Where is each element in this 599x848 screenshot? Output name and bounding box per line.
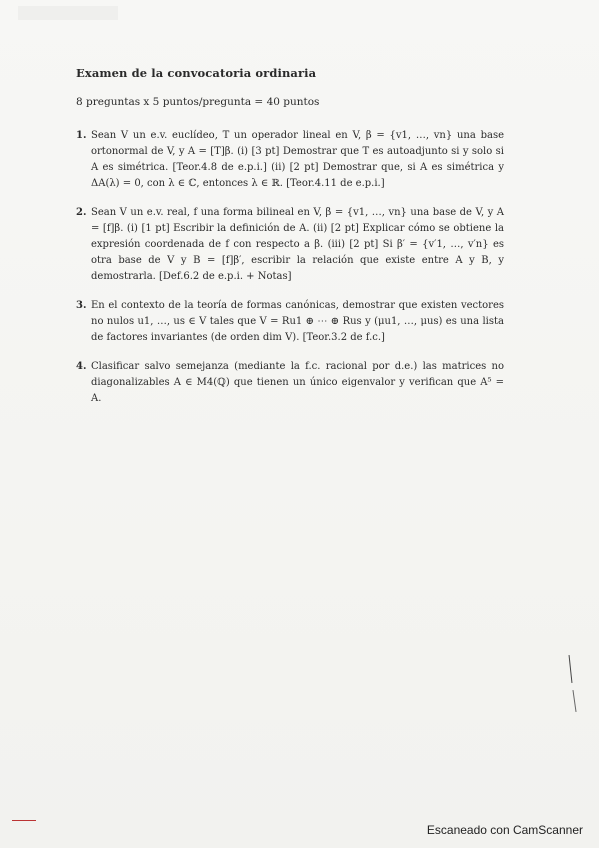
page-edge-mark <box>12 820 36 821</box>
question-text: Sean V un e.v. real, f una forma bilineal en V, β = {v1, …, vn} una base de V, y A = [f]β. (i) [1 pt] Escribir la definición de A. (ii) [2 pt] Explicar cómo se obtiene la expresión coordenada de f con respecto a β. (iii) [2 pt] Si β′ = {v′1, …, v′n} es otra base de V y B = [f]β′, escribir la relación que existe entre A y B, y demostrarla. [Def.6.2 de e.p.i. + Notas] <box>91 207 504 282</box>
question-text: Clasificar salvo semejanza (mediante la f.c. racional por d.e.) las matrices no diagonalizables A ∈ M4(ℚ) que tienen un único eigenvalor y verifican que A⁵ = A. <box>91 361 504 404</box>
exam-title: Examen de la convocatoria ordinaria <box>76 66 317 80</box>
page-edge-mark <box>572 690 576 712</box>
question-number: 1. <box>76 130 87 141</box>
question-text: Sean V un e.v. euclídeo, T un operador lineal en V, β = {v1, …, vn} una base ortonormal de V, y A = [T]β. (i) [3 pt] Demostrar que T es autoadjunto si y solo si A es simétrica. [Teor.4.8 de e.p.i.] (ii) [2 pt] Demostrar que, si A es simétrica y ΔA(λ) = 0, con λ ∈ ℂ, entonces λ ∈ ℝ. [Teor.4.11 de e.p.i.] <box>91 130 504 189</box>
question-list <box>76 128 504 420</box>
question-item <box>76 128 504 192</box>
question-item <box>76 298 504 346</box>
question-text: En el contexto de la teoría de formas canónicas, demostrar que existen vectores no nulos u1, …, us ∈ V tales que V = Ru1 ⊕ ⋯ ⊕ Rus y (μu1, …, μus) es una lista de factores invariantes (de orden dim V). [Teor.3.2 de f.c.] <box>91 300 504 343</box>
scan-smudge <box>18 6 118 20</box>
question-number: 3. <box>76 300 87 311</box>
question-number: 2. <box>76 207 87 218</box>
question-item <box>76 205 504 285</box>
question-number: 4. <box>76 361 87 372</box>
question-item <box>76 359 504 407</box>
scanner-watermark: Escaneado con CamScanner <box>426 823 583 837</box>
exam-scoring: 8 preguntas x 5 puntos/pregunta = 40 puntos <box>76 96 320 108</box>
page-edge-mark <box>569 655 573 683</box>
